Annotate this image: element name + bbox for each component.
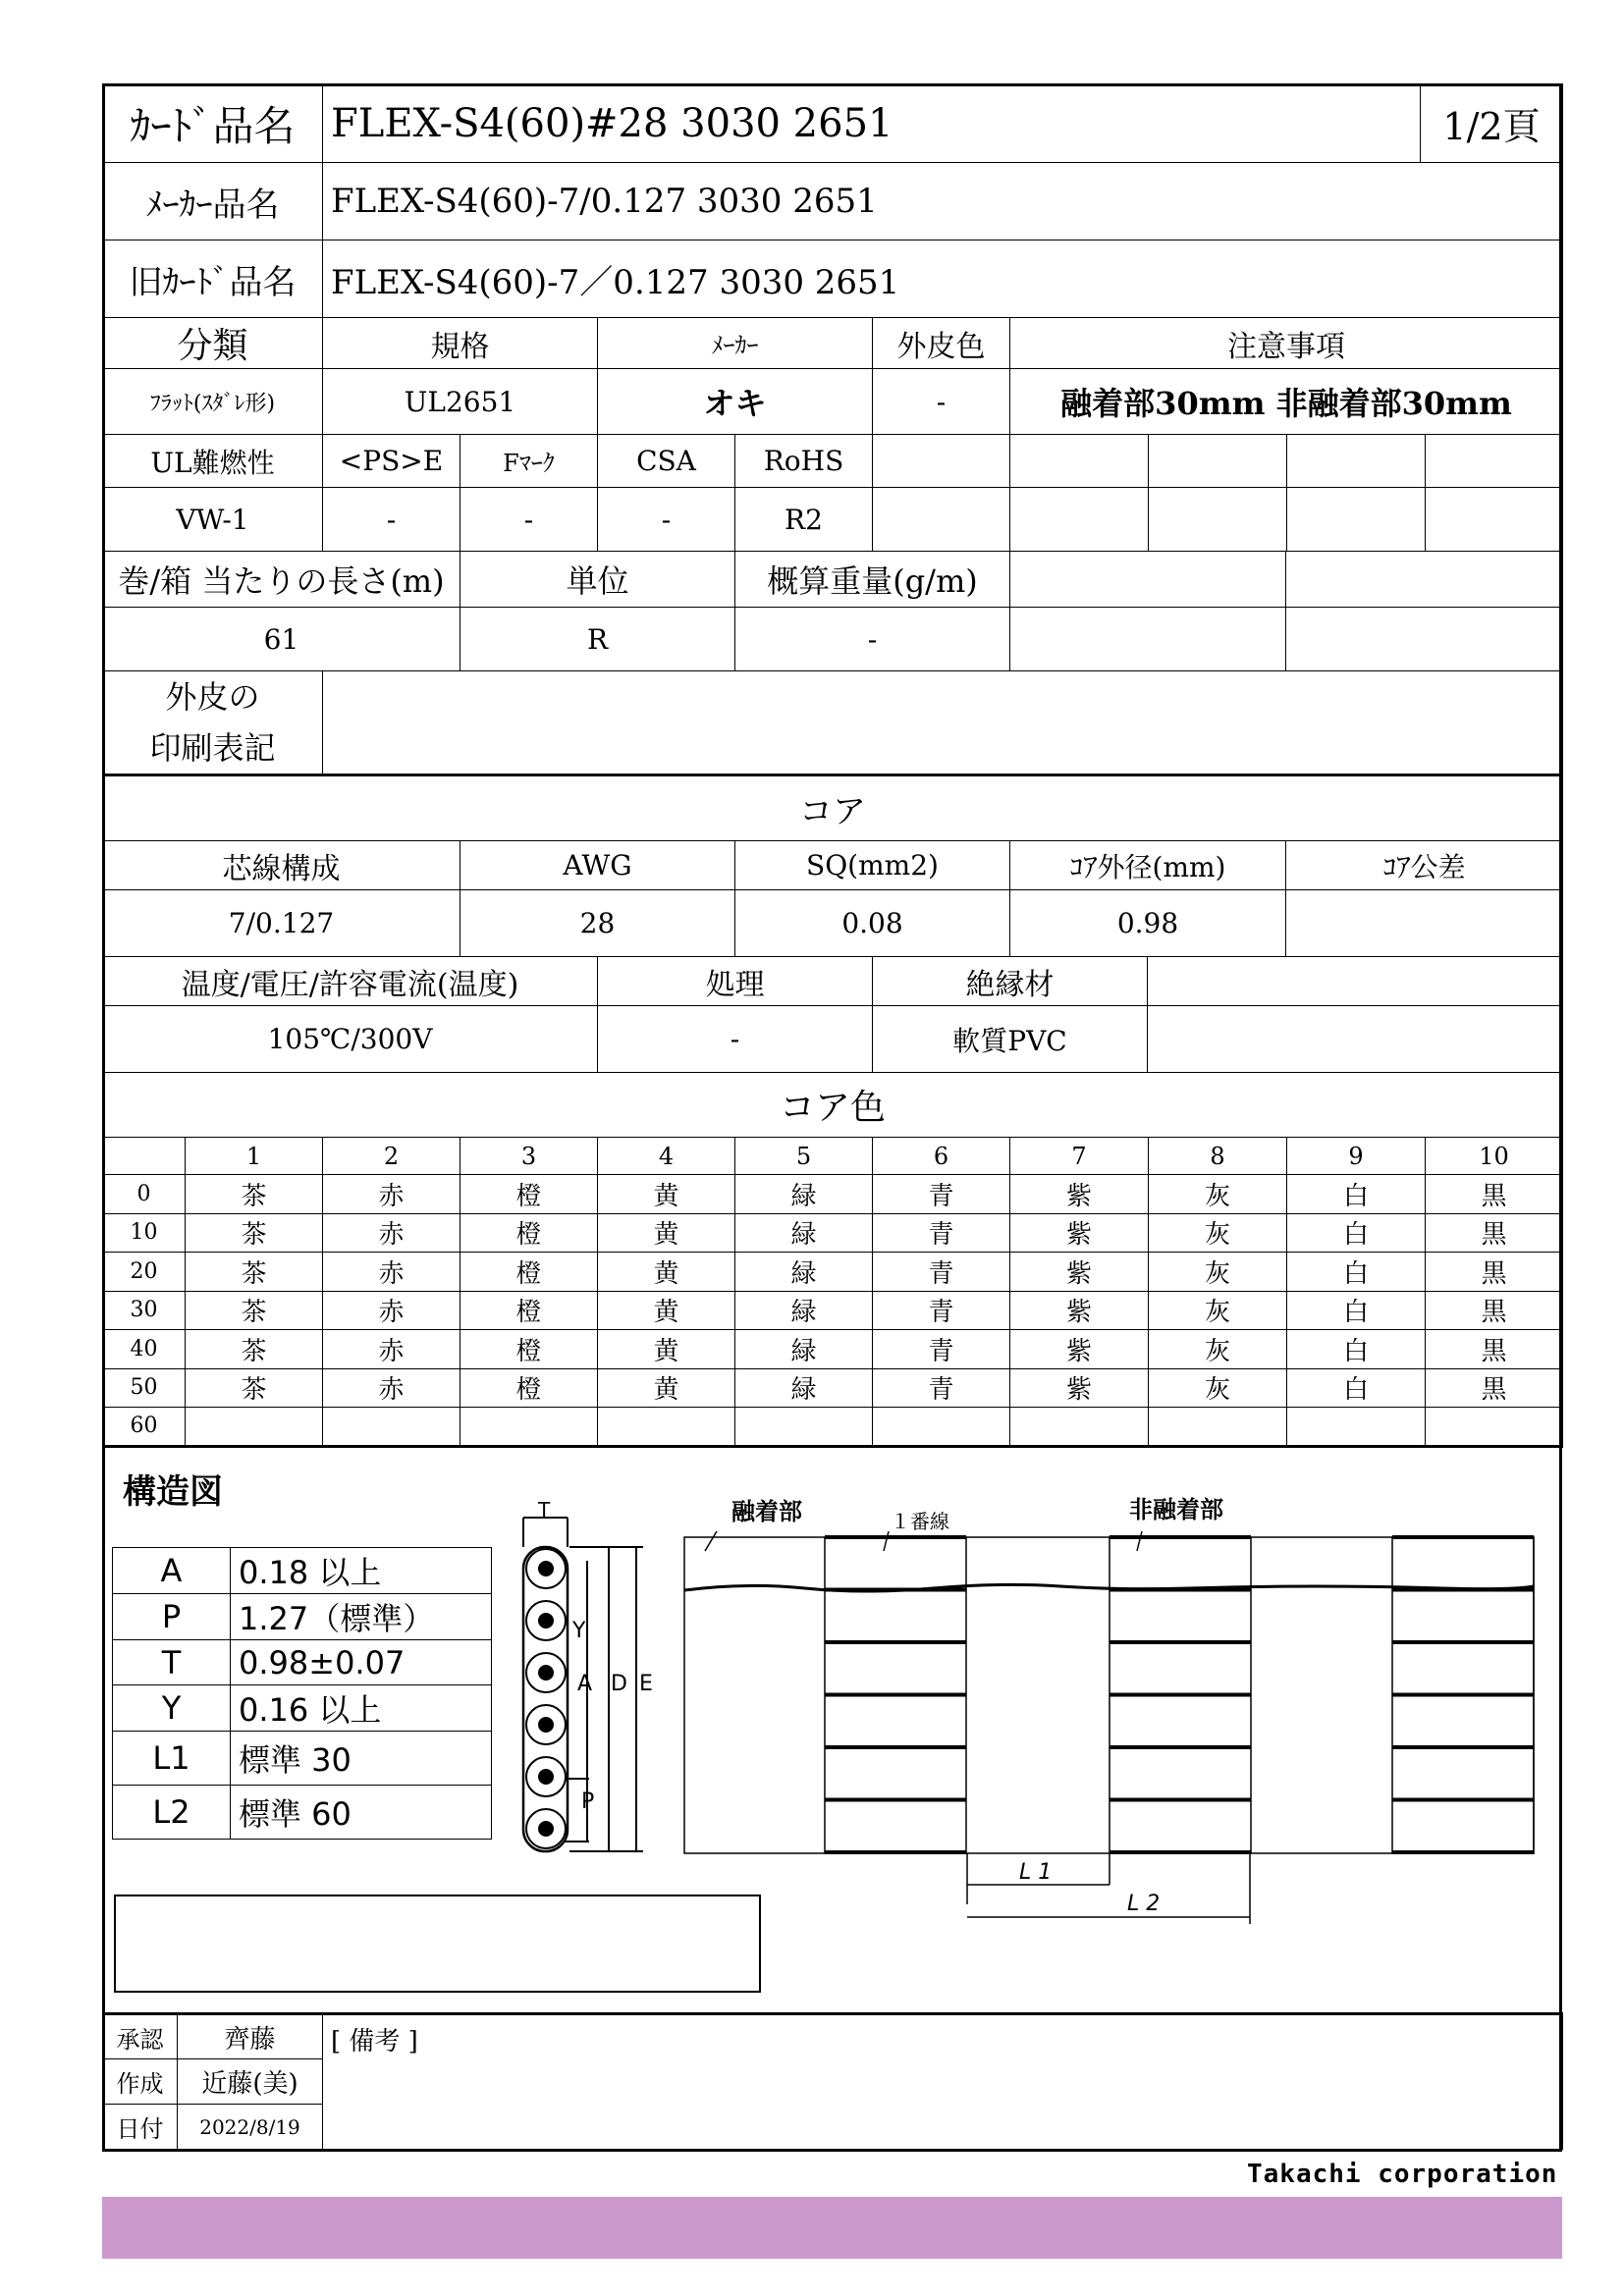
color-cell: 青 — [873, 1368, 1010, 1408]
color-cell: 茶 — [186, 1213, 323, 1253]
color-row-label: 40 — [103, 1330, 186, 1369]
color-cell: 茶 — [186, 1330, 323, 1369]
author-name: 近藤(美) — [178, 2059, 323, 2105]
category-value: ﾌﾗｯﾄ(ｽﾀﾞﾚ形) — [103, 369, 323, 435]
color-column-header: 3 — [460, 1138, 598, 1175]
weight-header: 概算重量(g/m) — [735, 552, 1010, 608]
color-cell: 灰 — [1149, 1330, 1287, 1369]
color-cell: 灰 — [1149, 1368, 1287, 1408]
core-title: コア — [103, 776, 1563, 841]
label-l1: L 1 — [1019, 1860, 1053, 1885]
card-name-label: ｶｰﾄﾞ品名 — [103, 84, 323, 163]
approval-table — [102, 2012, 1563, 2150]
color-cell: 黄 — [598, 1368, 735, 1408]
color-cell: 紫 — [1010, 1253, 1149, 1292]
pse-header: <PS>E — [323, 435, 460, 488]
author-label: 作成 — [103, 2059, 178, 2105]
sq-value: 0.08 — [735, 890, 1010, 957]
color-cell: 橙 — [460, 1368, 598, 1408]
color-cell: 緑 — [735, 1368, 873, 1408]
length-value: 61 — [103, 608, 460, 671]
color-row-label: 60 — [103, 1408, 186, 1447]
core-tolerance-header: ｺｱ公差 — [1286, 841, 1563, 890]
color-cell: 黄 — [598, 1175, 735, 1214]
awg-header: AWG — [460, 841, 735, 890]
color-cell: 黒 — [1426, 1175, 1563, 1214]
print-label-line1: 外皮の — [165, 678, 260, 716]
conductor-core — [539, 1718, 553, 1732]
company-name: Takachi corporation — [1247, 2160, 1558, 2189]
color-cell: 緑 — [735, 1253, 873, 1292]
insulation-header: 絶縁材 — [873, 957, 1148, 1006]
color-cell: 黒 — [1426, 1291, 1563, 1330]
label-fused: 融着部 — [731, 1498, 802, 1525]
color-cell: 橙 — [460, 1213, 598, 1253]
color-cell: 黒 — [1426, 1330, 1563, 1369]
label-a: A — [577, 1672, 593, 1696]
insulation-value: 軟質PVC — [873, 1006, 1148, 1073]
label-d: D — [611, 1672, 627, 1696]
page-number: 1/2頁 — [1421, 84, 1563, 163]
maker-value: オキ — [598, 369, 873, 435]
print-label-line2: 印刷表記 — [149, 729, 276, 767]
color-column-header: 4 — [598, 1138, 735, 1175]
date-label: 日付 — [103, 2105, 178, 2150]
label-first-wire: １番線 — [891, 1510, 949, 1533]
color-cell: 黒 — [1426, 1253, 1563, 1292]
color-cell: 青 — [873, 1175, 1010, 1214]
color-column-header: 7 — [1010, 1138, 1149, 1175]
flame-rating-value: VW-1 — [103, 488, 323, 552]
color-cell: 灰 — [1149, 1175, 1287, 1214]
approval-label: 承認 — [103, 2014, 178, 2059]
color-column-header: 6 — [873, 1138, 1010, 1175]
notes-value: 融着部30mm 非融着部30mm — [1010, 369, 1563, 435]
f-mark-header: Fﾏｰｸ — [460, 435, 598, 488]
notes-header: 注意事項 — [1010, 318, 1563, 369]
color-cell: 灰 — [1149, 1213, 1287, 1253]
color-cell: 紫 — [1010, 1213, 1149, 1253]
color-row-label: 20 — [103, 1253, 186, 1292]
color-cell: 黄 — [598, 1291, 735, 1330]
color-cell: 白 — [1287, 1330, 1426, 1369]
color-row-label: 50 — [103, 1368, 186, 1408]
color-cell: 灰 — [1149, 1291, 1287, 1330]
core-od-value: 0.98 — [1010, 890, 1286, 957]
label-t: T — [538, 1498, 551, 1522]
conductor-core — [539, 1562, 553, 1575]
flat-cable-drawing — [684, 1531, 1534, 1924]
color-cell: 緑 — [735, 1213, 873, 1253]
color-column-header: 8 — [1149, 1138, 1287, 1175]
temp-voltage-value: 105℃/300V — [103, 1006, 598, 1073]
color-cell: 茶 — [186, 1253, 323, 1292]
maker-header: ﾒｰｶｰ — [598, 318, 873, 369]
color-cell: 赤 — [323, 1175, 460, 1214]
dimension-value: 0.16 以上 — [231, 1685, 492, 1732]
color-cell: 紫 — [1010, 1175, 1149, 1214]
dimension-value: 0.98±0.07 — [231, 1640, 492, 1685]
dimension-key: A — [113, 1548, 231, 1594]
core-construction-value: 7/0.127 — [103, 890, 460, 957]
dimension-key: Y — [113, 1685, 231, 1732]
label-non-fused: 非融着部 — [1129, 1496, 1223, 1523]
label-e: E — [639, 1672, 653, 1696]
category-header: 分類 — [103, 318, 323, 369]
label-y: Y — [572, 1619, 586, 1643]
maker-name-value: FLEX-S4(60)-7/0.127 3030 2651 — [323, 163, 1563, 240]
color-cell: 黄 — [598, 1330, 735, 1369]
pse-value: - — [323, 488, 460, 552]
color-cell: 白 — [1287, 1213, 1426, 1253]
conductor-core — [539, 1822, 553, 1836]
rohs-header: RoHS — [735, 435, 873, 488]
dimension-value: 標準 30 — [231, 1732, 492, 1786]
temp-voltage-header: 温度/電圧/許容電流(温度) — [103, 957, 598, 1006]
treatment-value: - — [598, 1006, 873, 1073]
dimension-key: P — [113, 1594, 231, 1640]
weight-value: - — [735, 608, 1010, 671]
unit-header: 単位 — [460, 552, 735, 608]
core-construction-header: 芯線構成 — [103, 841, 460, 890]
card-name-value: FLEX-S4(60)#28 3030 2651 — [323, 84, 1421, 163]
color-cell: 赤 — [323, 1253, 460, 1292]
color-cell: 赤 — [323, 1213, 460, 1253]
color-cell: 青 — [873, 1253, 1010, 1292]
color-cell: 青 — [873, 1291, 1010, 1330]
color-cell: 白 — [1287, 1368, 1426, 1408]
color-cell: 赤 — [323, 1330, 460, 1369]
color-cell: 赤 — [323, 1368, 460, 1408]
old-card-name-value: FLEX-S4(60)-7／0.127 3030 2651 — [323, 240, 1563, 318]
approver-name: 齊藤 — [178, 2014, 323, 2059]
color-cell: 黄 — [598, 1253, 735, 1292]
color-cell: 橙 — [460, 1253, 598, 1292]
color-cell: 灰 — [1149, 1253, 1287, 1292]
color-cell: 白 — [1287, 1291, 1426, 1330]
footer-band — [102, 2197, 1562, 2259]
dimension-value: 1.27（標準） — [231, 1594, 492, 1640]
old-card-name-label: 旧ｶｰﾄﾞ品名 — [103, 240, 323, 318]
color-row-label: 30 — [103, 1291, 186, 1330]
color-cell: 赤 — [323, 1291, 460, 1330]
color-cell: 青 — [873, 1213, 1010, 1253]
sheath-color-value: - — [873, 369, 1010, 435]
color-cell: 茶 — [186, 1291, 323, 1330]
color-cell: 緑 — [735, 1291, 873, 1330]
dimension-key: L2 — [113, 1786, 231, 1840]
color-row-label: 0 — [103, 1175, 186, 1214]
csa-header: CSA — [598, 435, 735, 488]
color-cell: 白 — [1287, 1175, 1426, 1214]
dimension-value: 0.18 以上 — [231, 1548, 492, 1594]
remarks-cell: [ 備考 ] — [323, 2014, 1563, 2150]
color-cell: 紫 — [1010, 1368, 1149, 1408]
dimension-key: T — [113, 1640, 231, 1685]
date-value: 2022/8/19 — [178, 2105, 323, 2150]
standard-value: UL2651 — [323, 369, 598, 435]
color-cell: 黄 — [598, 1213, 735, 1253]
maker-name-label: ﾒｰｶｰ品名 — [103, 163, 323, 240]
csa-value: - — [598, 488, 735, 552]
core-color-title: コア色 — [103, 1073, 1563, 1138]
color-cell: 橙 — [460, 1330, 598, 1369]
color-cell: 紫 — [1010, 1291, 1149, 1330]
flame-rating-header: UL難燃性 — [103, 435, 323, 488]
core-od-header: ｺｱ外径(mm) — [1010, 841, 1286, 890]
color-cell: 青 — [873, 1330, 1010, 1369]
color-cell: 黒 — [1426, 1213, 1563, 1253]
label-p: P — [581, 1789, 595, 1814]
color-cell: 橙 — [460, 1291, 598, 1330]
color-column-header: 1 — [186, 1138, 323, 1175]
color-row-label: 10 — [103, 1213, 186, 1253]
color-column-header: 10 — [1426, 1138, 1563, 1175]
color-cell: 白 — [1287, 1253, 1426, 1292]
color-cell: 茶 — [186, 1368, 323, 1408]
color-cell: 茶 — [186, 1175, 323, 1214]
unit-value: R — [460, 608, 735, 671]
conductor-core — [539, 1614, 553, 1628]
sq-header: SQ(mm2) — [735, 841, 1010, 890]
color-cell: 黒 — [1426, 1368, 1563, 1408]
conductor-core — [539, 1770, 553, 1784]
standard-header: 規格 — [323, 318, 598, 369]
rohs-value: R2 — [735, 488, 873, 552]
color-column-header: 5 — [735, 1138, 873, 1175]
dimension-value: 標準 60 — [231, 1786, 492, 1840]
dimension-key: L1 — [113, 1732, 231, 1786]
color-column-header: 9 — [1287, 1138, 1426, 1175]
color-column-header: 2 — [323, 1138, 460, 1175]
structure-title: 構造図 — [123, 1472, 223, 1512]
f-mark-value: - — [460, 488, 598, 552]
label-l2: L 2 — [1127, 1892, 1161, 1916]
color-cell: 橙 — [460, 1175, 598, 1214]
treatment-header: 処理 — [598, 957, 873, 1006]
color-cell: 緑 — [735, 1330, 873, 1369]
sheath-color-header: 外皮色 — [873, 318, 1010, 369]
conductor-core — [539, 1666, 553, 1680]
color-cell: 紫 — [1010, 1330, 1149, 1369]
color-cell: 緑 — [735, 1175, 873, 1214]
awg-value: 28 — [460, 890, 735, 957]
length-header: 巻/箱 当たりの長さ(m) — [103, 552, 460, 608]
